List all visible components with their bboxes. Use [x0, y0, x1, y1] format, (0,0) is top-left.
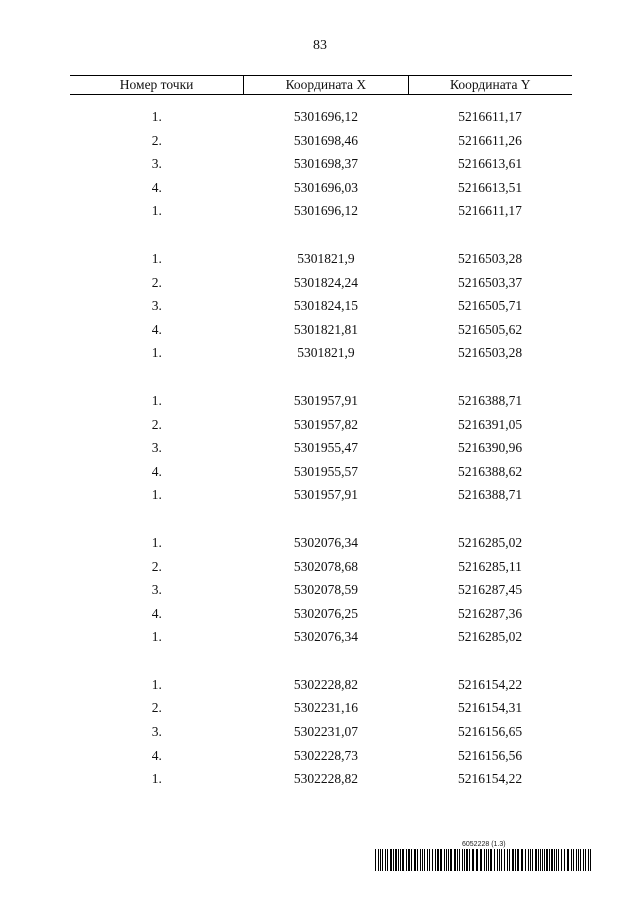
coordinate-y-cell: 5216391,05 [457, 416, 523, 432]
coordinate-x-cell: 5302228,73 [293, 747, 358, 763]
barcode-bar [464, 849, 465, 871]
barcode-bar [528, 849, 529, 871]
barcode-bar [515, 849, 516, 871]
barcode-bar [551, 849, 553, 871]
coordinate-y-cell: 5216287,45 [457, 582, 523, 598]
group-spacer [70, 365, 572, 389]
point-number-cell: 1. [151, 109, 162, 124]
barcode-bar [393, 849, 394, 871]
table-row [70, 625, 572, 649]
barcode-bar [440, 849, 442, 871]
coordinate-y-cell: 5216611,17 [458, 203, 522, 219]
barcode-bar [571, 849, 572, 871]
coordinate-x-cell: 5301698,46 [293, 132, 358, 148]
page-number: 83 [313, 38, 327, 53]
barcode-bar [497, 849, 498, 871]
coordinate-y-cell: 5216154,22 [457, 771, 523, 787]
barcode-bar [585, 849, 586, 871]
barcode-bar [573, 849, 574, 871]
barcode-bar [486, 849, 487, 871]
coordinate-x-cell: 5301698,37 [293, 156, 358, 172]
coordinate-x-cell: 5302228,82 [293, 676, 358, 692]
coordinate-x-cell: 5301957,91 [293, 392, 358, 408]
coordinate-x-cell: 5301955,57 [293, 463, 358, 479]
coordinate-y-cell: 5216156,56 [457, 747, 523, 763]
barcode-bar [476, 849, 478, 871]
coordinate-x-cell: 5301957,91 [293, 487, 358, 503]
barcode-bar [561, 849, 562, 871]
barcode-bar [472, 849, 474, 871]
point-number-cell: 2. [151, 558, 162, 574]
table-row [70, 199, 572, 223]
coordinate-x-cell: 5301824,15 [293, 298, 358, 314]
point-number-cell: 1. [151, 250, 162, 266]
barcode-bar [390, 849, 392, 871]
table-row [70, 389, 572, 413]
barcode-bar [382, 849, 383, 871]
coordinate-x-cell: 5301696,03 [293, 179, 358, 195]
table-row [70, 318, 572, 342]
barcode-bar [378, 849, 379, 871]
barcode-bar [466, 849, 468, 871]
group-spacer-cell [70, 365, 572, 389]
barcode-bar [411, 849, 412, 871]
barcode-bar [417, 849, 418, 871]
point-number-cell: 2. [151, 132, 162, 148]
header-coordinate-x: Координата X [244, 76, 408, 95]
group-spacer [70, 95, 572, 106]
coordinate-x-cell: 5301696,12 [293, 109, 358, 124]
barcode-bar [567, 849, 569, 871]
group-spacer-cell [70, 95, 572, 106]
point-number-cell: 1. [151, 534, 162, 550]
barcode-bar [517, 849, 519, 871]
table-row [70, 436, 572, 460]
point-number-cell: 4. [151, 747, 162, 763]
barcode-bar [535, 849, 537, 871]
table-row [70, 152, 572, 176]
barcode-bar [469, 849, 470, 871]
group-spacer-cell [70, 223, 572, 247]
barcode-bar [501, 849, 502, 871]
table-row [70, 271, 572, 295]
barcode-bar [546, 849, 548, 871]
coordinate-y-cell: 5216388,62 [457, 463, 523, 479]
barcode-bar [544, 849, 545, 871]
coordinate-y-cell: 5216390,96 [457, 440, 523, 456]
table-header-row [70, 76, 572, 95]
coordinate-y-cell: 5216611,17 [458, 109, 522, 124]
table-row [70, 720, 572, 744]
barcode-bar [375, 849, 376, 871]
barcode-bar [538, 849, 539, 871]
point-number-cell: 4. [151, 463, 162, 479]
table-row [70, 413, 572, 437]
point-number-cell: 1. [151, 392, 162, 408]
table-row [70, 129, 572, 153]
barcode-bar [424, 849, 425, 871]
barcode-bar [556, 849, 557, 871]
coordinate-x-cell: 5301957,82 [293, 416, 358, 432]
barcode-bar [499, 849, 500, 871]
barcode-bar [530, 849, 531, 871]
coordinate-y-cell: 5216388,71 [457, 487, 523, 503]
point-number-cell: 3. [151, 156, 162, 172]
barcode-bar [450, 849, 452, 871]
barcode-bar [385, 849, 386, 871]
coordinate-y-cell: 5216613,51 [457, 179, 523, 195]
coordinate-y-cell: 5216503,28 [457, 250, 523, 266]
barcode-bar [504, 849, 505, 871]
barcode-bar [387, 849, 388, 871]
barcode-bar [480, 849, 482, 871]
coordinate-x-cell: 5302076,34 [293, 534, 358, 550]
table-row [70, 767, 572, 791]
table-row [70, 555, 572, 579]
barcode-bar [435, 849, 436, 871]
group-spacer [70, 649, 572, 673]
table-row [70, 294, 572, 318]
coordinate-y-cell: 5216388,71 [457, 392, 523, 408]
coordinate-y-cell: 5216285,02 [457, 534, 523, 550]
coordinate-y-cell: 5216156,65 [457, 724, 523, 740]
barcode-bar [448, 849, 449, 871]
barcode-bar [580, 849, 581, 871]
barcode-bar [408, 849, 410, 871]
barcode-bar [525, 849, 526, 871]
barcode-bar [512, 849, 514, 871]
coordinate-x-cell: 5301824,24 [293, 274, 358, 290]
barcode-bar [444, 849, 445, 871]
barcode-image [375, 849, 593, 871]
barcode-bar [427, 849, 428, 871]
group-spacer-cell [70, 507, 572, 531]
table-row [70, 602, 572, 626]
barcode-bar [400, 849, 401, 871]
coordinate-y-cell: 5216503,37 [457, 274, 523, 290]
point-number-cell: 1. [151, 345, 162, 361]
barcode-bar [578, 849, 579, 871]
barcode-bar [509, 849, 510, 871]
point-number-cell: 2. [151, 274, 162, 290]
point-number-cell: 2. [151, 700, 162, 716]
barcode-bar [542, 849, 543, 871]
coordinate-y-cell: 5216287,36 [457, 605, 523, 621]
barcode-bar [422, 849, 423, 871]
barcode-bar [590, 849, 591, 871]
coordinate-y-cell: 5216611,26 [458, 132, 522, 148]
table-row [70, 673, 572, 697]
barcode-bar [558, 849, 559, 871]
barcode-bar [414, 849, 416, 871]
barcode-bar [457, 849, 458, 871]
table-row [70, 696, 572, 720]
barcode-bar [454, 849, 456, 871]
coordinate-y-cell: 5216503,28 [457, 345, 523, 361]
table-row [70, 531, 572, 555]
coordinate-y-cell: 5216154,31 [457, 700, 523, 716]
barcode-bar [402, 849, 404, 871]
barcode-bar [521, 849, 523, 871]
barcode-bar [462, 849, 463, 871]
coordinate-y-cell: 5216505,71 [457, 298, 523, 314]
barcode-bar [432, 849, 433, 871]
barcode-bar [380, 849, 381, 871]
coordinate-x-cell: 5302228,82 [293, 771, 358, 787]
barcode-bar [398, 849, 399, 871]
coordinate-x-cell: 5302078,59 [293, 582, 358, 598]
barcode-bar [488, 849, 489, 871]
coordinate-x-cell: 5301821,81 [293, 321, 358, 337]
point-number-cell: 3. [151, 724, 162, 740]
barcode-bar [583, 849, 584, 871]
table-row [70, 176, 572, 200]
coordinate-x-cell: 5302076,25 [293, 605, 358, 621]
group-spacer [70, 223, 572, 247]
barcode-bar [446, 849, 447, 871]
point-number-cell: 2. [151, 416, 162, 432]
coordinate-x-cell: 5301821,9 [297, 250, 355, 266]
point-number-cell: 3. [151, 298, 162, 314]
barcode-bar [429, 849, 430, 871]
table-body [70, 95, 572, 791]
point-number-cell: 1. [151, 771, 162, 787]
coordinate-x-cell: 5301955,47 [293, 440, 358, 456]
coordinate-y-cell: 5216285,11 [458, 558, 522, 574]
coordinates-table [70, 75, 572, 791]
table-row [70, 105, 572, 129]
header-point-number: Номер точки [70, 76, 244, 95]
point-number-cell: 1. [151, 487, 162, 503]
point-number-cell: 3. [151, 582, 162, 598]
point-number-cell: 4. [151, 179, 162, 195]
barcode-bar [406, 849, 407, 871]
barcode-bar [507, 849, 508, 871]
table-row [70, 341, 572, 365]
point-number-cell: 1. [151, 203, 162, 219]
barcode-bar [532, 849, 533, 871]
header-coordinate-y: Координата Y [408, 76, 572, 95]
coordinate-y-cell: 5216285,02 [457, 629, 523, 645]
barcode-bar [420, 849, 421, 871]
coordinate-y-cell: 5216505,62 [457, 321, 523, 337]
table-row [70, 483, 572, 507]
barcode-caption: 6052228 (1.3) [462, 841, 506, 848]
barcode-bar [494, 849, 495, 871]
barcode-bar [576, 849, 577, 871]
barcode-bar [395, 849, 397, 871]
point-number-cell: 3. [151, 440, 162, 456]
barcode-bar [459, 849, 460, 871]
group-spacer-cell [70, 649, 572, 673]
coordinate-x-cell: 5302076,34 [293, 629, 358, 645]
coordinate-x-cell: 5302231,16 [293, 700, 358, 716]
table-row [70, 744, 572, 768]
point-number-cell: 1. [151, 629, 162, 645]
barcode-block [375, 840, 593, 871]
barcode-bar [554, 849, 555, 871]
table-row [70, 460, 572, 484]
point-number-cell: 4. [151, 605, 162, 621]
barcode-bar [437, 849, 439, 871]
coordinate-x-cell: 5301821,9 [297, 345, 355, 361]
point-number-cell: 4. [151, 321, 162, 337]
barcode-bar [549, 849, 550, 871]
group-spacer [70, 507, 572, 531]
coordinate-y-cell: 5216613,61 [457, 156, 523, 172]
barcode-bar [540, 849, 541, 871]
coordinate-y-cell: 5216154,22 [457, 676, 523, 692]
coordinate-x-cell: 5302231,07 [293, 724, 358, 740]
barcode-bar [484, 849, 485, 871]
barcode-bar [588, 849, 589, 871]
table-row [70, 578, 572, 602]
barcode-bar [490, 849, 492, 871]
point-number-cell: 1. [151, 676, 162, 692]
coordinate-x-cell: 5302078,68 [293, 558, 358, 574]
barcode-bar [564, 849, 565, 871]
coordinate-x-cell: 5301696,12 [293, 203, 358, 219]
table-row [70, 247, 572, 271]
